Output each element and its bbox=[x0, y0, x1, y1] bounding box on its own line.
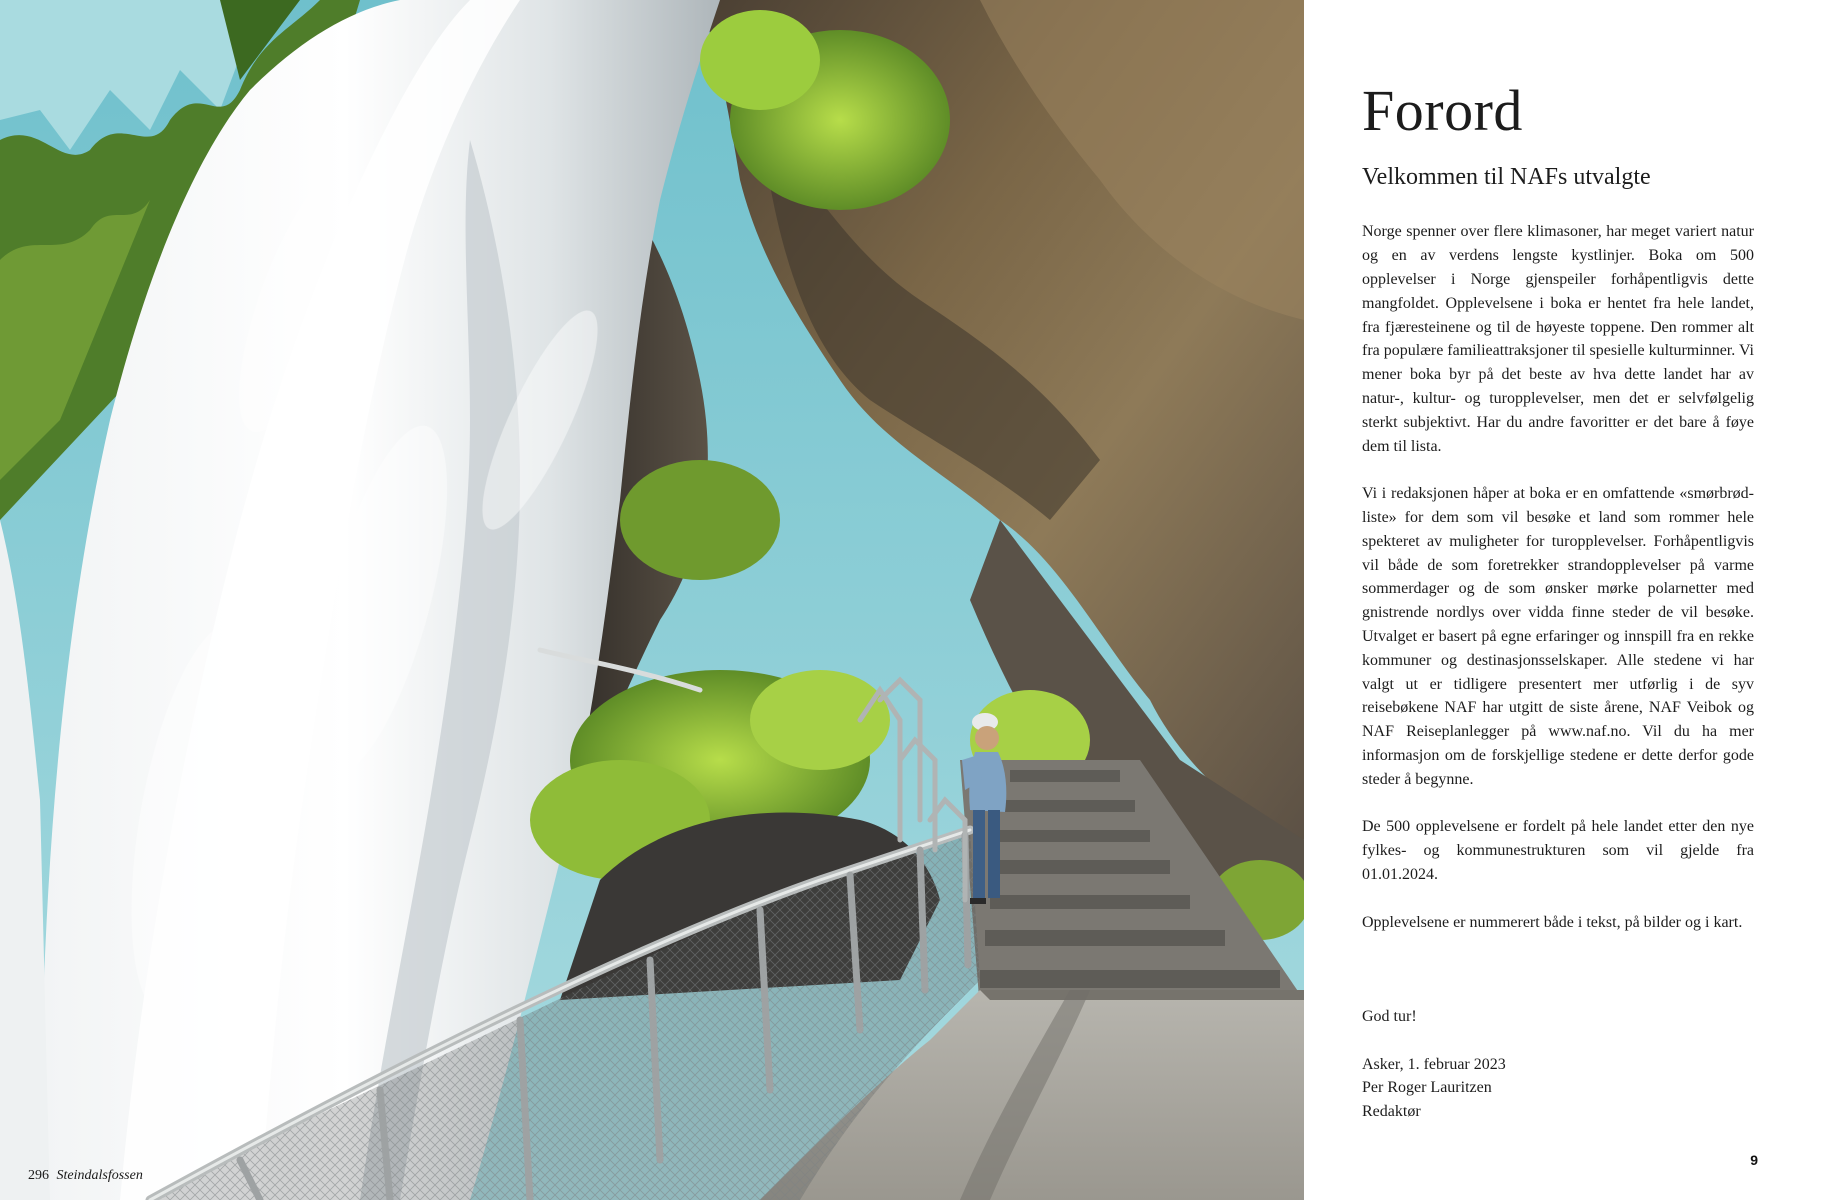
paragraph: Opplevelsene er nummerert både i tekst, på bilder og i kart. bbox=[1362, 913, 1743, 931]
text-page bbox=[1304, 0, 1824, 1200]
signature-block bbox=[1362, 1053, 1754, 1124]
author-role: Redaktør bbox=[1362, 1103, 1421, 1121]
place-date: Asker, 1. februar 2023 bbox=[1362, 1055, 1506, 1073]
paragraph: Norge spenner over flere klimasoner, har meget variert natur og en av verdens lengste kystlinjer. Boka om 500 opplevelser i Norge gjenspeiler forhåpentligvis dette mangfoldet. Opplevelsene i boka er hentet fra hele landet, fra fjæresteinene og til de høyeste toppene. Den rommer alt fra populære familieattraksjoner til spesielle kulturminner. Vi mener boka byr på det beste av hva dette landet har av natur-, kultur- og turopplevelser, men det er selvfølgelig sterkt subjektivt. Har du andre favoritter er det bare å føye dem til lista. bbox=[1362, 223, 1754, 455]
photo-caption bbox=[28, 1168, 143, 1184]
caption-page-number: 296 bbox=[28, 1168, 49, 1183]
page-title: Forord bbox=[1362, 78, 1523, 143]
paragraph: Vi i redaksjonen håper at boka er en omfattende «smørbrød-liste» for dem som vil besøke et land som rommer hele spekteret av muligheter for turopplevelser. Forhåpentligvis vil både de som foretrekker strandopplevelser på varme sommerdager og de som ønsker mørke polarnetter med gnistrende nordlys over vidda finne steder de vil besøke. Utvalget er basert på egne erfaringer og innspill fra en rekke kommuner og destinasjonsselskaper. Alle stedene vi har valgt ut er tidligere presentert mer utførlig i de syv reisebøkene NAF har utgitt de siste årene, NAF Veibok og NAF Reiseplanlegger på www.naf.no. Vil du ha mer informasjon om de forskjellige stedene er dette derfor gode steder å begynne. bbox=[1362, 485, 1754, 788]
foreword-body bbox=[1362, 78, 1754, 1124]
author-name: Per Roger Lauritzen bbox=[1362, 1079, 1492, 1097]
paragraph: De 500 opplevelsene er fordelt på hele landet etter den nye fylkes- og kommunestrukturen som vil gjelde fra 01.01.2024. bbox=[1362, 818, 1754, 883]
caption-text: Steindalsfossen bbox=[56, 1168, 143, 1183]
page-subtitle: Velkommen til NAFs utvalgte bbox=[1362, 164, 1651, 190]
spacer bbox=[1362, 958, 1754, 1005]
closing-greeting: God tur! bbox=[1362, 1008, 1417, 1026]
page-number: 9 bbox=[1750, 1152, 1758, 1168]
